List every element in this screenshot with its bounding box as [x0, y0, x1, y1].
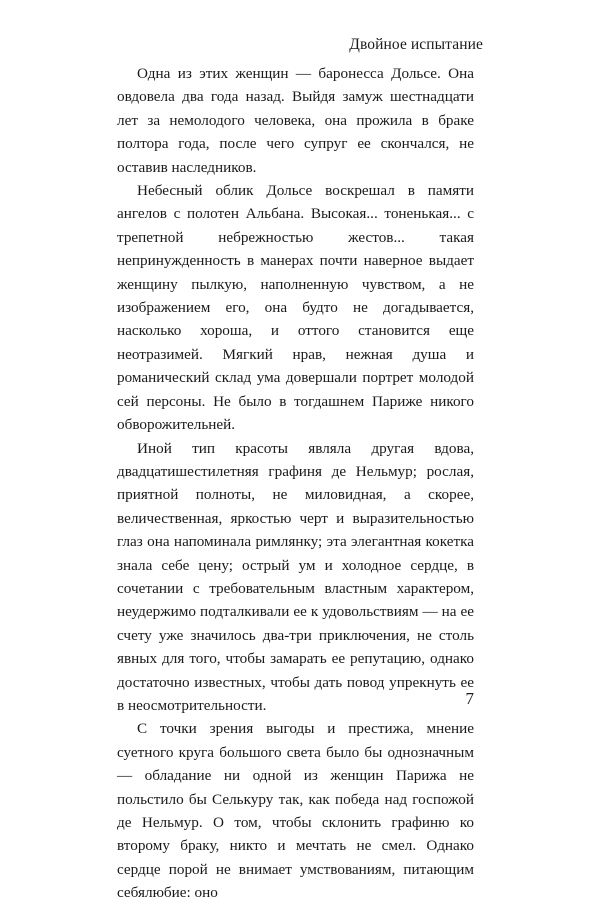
paragraph-1: Одна из этих женщин — баронесса Дольсе. Она овдовела два года назад. Выйдя замуж шестнадцати лет за немолодого человека, она прожила в браке полтора года, после чего супруг ее скончался, не оставив наследников. [117, 65, 474, 176]
paragraph-4: С точки зрения выгоды и престижа, мнение суетного круга большого света было бы однозначным — обладание ни одной из женщин Парижа не польстило бы Селькуру так, как победа над госпожой де Нельмур. О том, чтобы склонить графиню ко второму браку, никто и мечтать не смел. Однако сердце порой не внимает умствованиям, питающим себялюбие: оно [117, 720, 474, 902]
paragraph-3: Иной тип красоты являла другая вдова, двадцатишестилетняя графиня де Нельмур; рослая, приятной полноты, не миловидная, а скорее, величественная, яркостью черт и выразительностью глаз она напоминала римлянку; эта элегантная кокетка знала себе цену; острый ум и холодное сердце, в сочетании с требовательным властным характером, неудержимо подталкивали ее к удовольствиям — на ее счету уже значилось два-три приключения, не столь явных для того, чтобы замарать ее репутацию, однако достаточно известных, чтобы дать повод упрекнуть ее в неосмотрительности. [117, 439, 474, 714]
page-number: 7 [465, 689, 474, 708]
paragraph-2: Небесный облик Дольсе воскрешал в памяти ангелов с полотен Альбана. Высокая... тоненькая... с трепетной небрежностью жестов... такая непринужденность в манерах почти наверное выдает женщину пылкую, наполненную чувством, а не изображением его, она будто не догадывается, насколько хороша, и оттого становится еще неотразимей. Мягкий нрав, нежная душа и романический склад ума довершали портрет молодой сей персоны. Не было в тогдашнем Париже никого обворожительней. [117, 182, 474, 434]
running-header: Двойное испытание [349, 36, 483, 53]
body-text [117, 62, 474, 905]
